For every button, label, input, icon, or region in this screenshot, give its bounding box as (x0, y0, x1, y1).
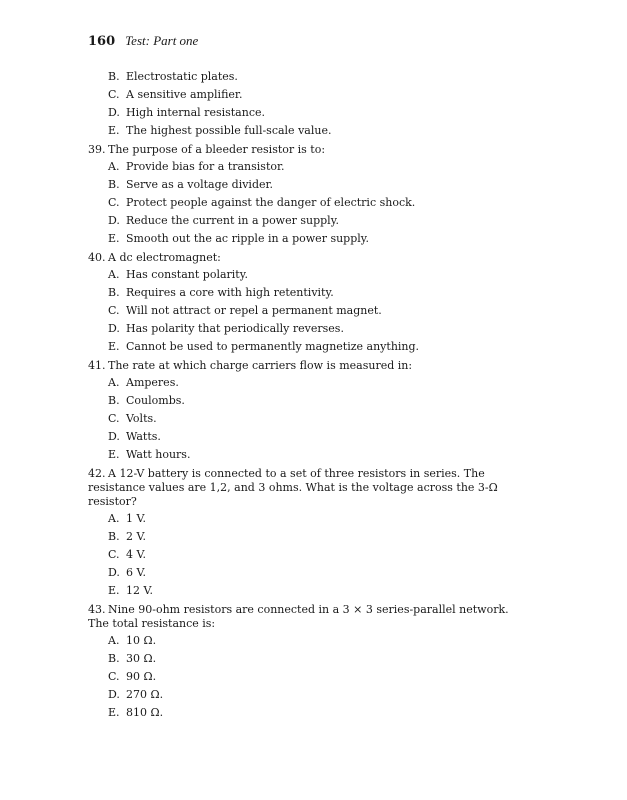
answer-option (88, 338, 528, 356)
answer-option (88, 582, 528, 600)
answer-option (88, 230, 528, 248)
option-letter: C. (108, 670, 120, 683)
question-number: 43. (88, 603, 106, 616)
option-text: Smooth out the ac ripple in a power supply. (126, 232, 370, 245)
option-letter: D. (108, 322, 120, 335)
option-text: 90 Ω. (126, 670, 157, 683)
option-text: Provide bias for a transistor. (126, 160, 285, 173)
answer-option (88, 546, 528, 564)
answer-option (88, 68, 528, 86)
answer-option (88, 392, 528, 410)
running-head: Test: Part one (125, 33, 199, 48)
option-text: Watt hours. (126, 448, 191, 461)
page-number: 160 (88, 34, 116, 49)
option-letter: D. (108, 106, 120, 119)
question-text: The purpose of a bleeder resistor is to: (108, 143, 326, 156)
option-text: Electrostatic plates. (126, 70, 238, 83)
question-text: Nine 90-ohm resistors are connected in a 3 × 3 series-parallel network. The total resistance is: (88, 603, 509, 630)
question-42 (88, 467, 528, 509)
option-text: 6 V. (126, 566, 147, 579)
option-text: Amperes. (126, 376, 179, 389)
option-letter: D. (108, 214, 120, 227)
question-40 (88, 251, 528, 265)
answer-option (88, 510, 528, 528)
answer-option (88, 650, 528, 668)
option-text: Reduce the current in a power supply. (126, 214, 339, 227)
option-letter: D. (108, 566, 120, 579)
answer-option (88, 428, 528, 446)
option-letter: A. (108, 268, 120, 281)
option-letter: C. (108, 412, 120, 425)
question-text: A 12-V battery is connected to a set of three resistors in series. The resistance values are 1,2, and 3 ohms. What is the voltage across the 3-Ω resistor? (88, 467, 498, 508)
option-text: 30 Ω. (126, 652, 157, 665)
question-text: The rate at which charge carriers flow is measured in: (108, 359, 413, 372)
option-text: Coulombs. (126, 394, 185, 407)
option-text: Volts. (126, 412, 157, 425)
question-41 (88, 359, 528, 373)
answer-option (88, 176, 528, 194)
answer-option (88, 86, 528, 104)
question-number: 41. (88, 359, 106, 372)
option-text: Watts. (126, 430, 161, 443)
option-text: 270 Ω. (126, 688, 164, 701)
option-text: Requires a core with high retentivity. (126, 286, 334, 299)
option-text: Serve as a voltage divider. (126, 178, 274, 191)
option-letter: A. (108, 634, 120, 647)
option-letter: C. (108, 88, 120, 101)
answer-option (88, 320, 528, 338)
option-letter: E. (108, 706, 120, 719)
option-text: Cannot be used to permanently magnetize anything. (126, 340, 420, 353)
option-letter: C. (108, 548, 120, 561)
option-text: Will not attract or repel a permanent magnet. (126, 304, 382, 317)
option-letter: A. (108, 512, 120, 525)
answer-option (88, 564, 528, 582)
option-letter: E. (108, 340, 120, 353)
answer-option (88, 212, 528, 230)
option-letter: E. (108, 232, 120, 245)
option-letter: A. (108, 376, 120, 389)
option-text: 1 V. (126, 512, 147, 525)
option-letter: E. (108, 124, 120, 137)
option-text: 10 Ω. (126, 634, 157, 647)
option-letter: A. (108, 160, 120, 173)
option-letter: D. (108, 688, 120, 701)
option-letter: E. (108, 584, 120, 597)
option-text: Has polarity that periodically reverses. (126, 322, 344, 335)
option-text: 4 V. (126, 548, 147, 561)
option-letter: B. (108, 286, 120, 299)
answer-option (88, 194, 528, 212)
option-text: Has constant polarity. (126, 268, 248, 281)
question-number: 39. (88, 143, 106, 156)
option-text: Protect people against the danger of electric shock. (126, 196, 416, 209)
question-number: 42. (88, 467, 106, 480)
page-header (88, 33, 198, 51)
answer-option (88, 668, 528, 686)
option-text: 12 V. (126, 584, 154, 597)
answer-option (88, 104, 528, 122)
option-letter: B. (108, 652, 120, 665)
answer-option (88, 686, 528, 704)
option-letter: B. (108, 178, 120, 191)
answer-option (88, 446, 528, 464)
question-39 (88, 143, 528, 157)
option-text: A sensitive amplifier. (126, 88, 243, 101)
question-number: 40. (88, 251, 106, 264)
answer-option (88, 632, 528, 650)
option-text: High internal resistance. (126, 106, 265, 119)
answer-option (88, 410, 528, 428)
option-letter: B. (108, 530, 120, 543)
question-text: A dc electromagnet: (108, 251, 221, 264)
option-text: 810 Ω. (126, 706, 164, 719)
answer-option (88, 704, 528, 722)
answer-option (88, 122, 528, 140)
option-letter: E. (108, 448, 120, 461)
answer-option (88, 302, 528, 320)
option-letter: C. (108, 196, 120, 209)
answer-option (88, 374, 528, 392)
option-letter: C. (108, 304, 120, 317)
question-43 (88, 603, 528, 631)
option-letter: B. (108, 70, 120, 83)
answer-option (88, 158, 528, 176)
answer-option (88, 528, 528, 546)
answer-option (88, 266, 528, 284)
answer-option (88, 284, 528, 302)
question-list (88, 68, 528, 722)
option-text: The highest possible full-scale value. (126, 124, 332, 137)
option-text: 2 V. (126, 530, 147, 543)
option-letter: B. (108, 394, 120, 407)
option-letter: D. (108, 430, 120, 443)
